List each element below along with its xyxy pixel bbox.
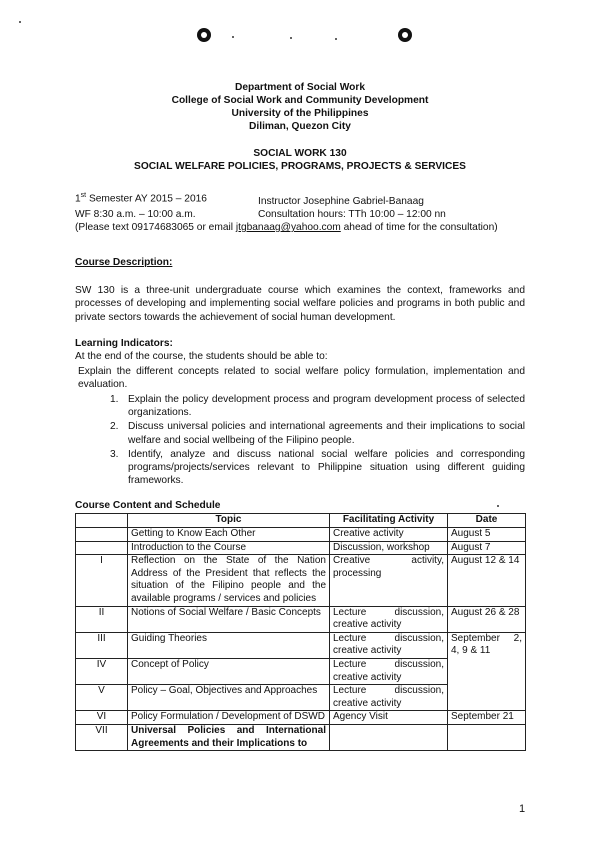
activity-cell: Creative activity [330,528,448,542]
topic-cell: Policy Formulation / Development of DSWD [128,711,330,725]
semester-rest: Semester AY 2015 – 2016 [86,193,207,205]
table-row [76,711,526,725]
scan-speck [497,505,499,507]
punch-hole-left [197,28,211,42]
instructor: Instructor Josephine Gabriel-Banaag [258,196,424,207]
table-row [76,541,526,555]
table-row [76,555,526,606]
college-name: College of Social Work and Community Development [171,95,429,106]
consultation-hours: Consultation hours: TTh 10:00 – 12:00 nn [258,209,446,220]
topic-number: IV [76,658,128,684]
list-text: Explain the policy development process and program development process of selected organizations. [128,394,525,419]
list-item [100,420,525,446]
scan-speck [335,38,337,40]
contact-after: ahead of time for the consultation) [340,222,498,233]
learning-list [100,393,525,488]
topic-cell: Policy – Goal, Objectives and Approaches [128,685,330,711]
table-row [76,724,526,750]
activity-cell: Lecture discussion, creative activity [330,685,448,711]
course-description-heading: Course Description: [75,257,173,268]
email-link[interactable]: jtgbanaag@yahoo.com [235,222,341,233]
list-number: 2. [110,421,119,433]
list-text: Identify, analyze and discuss national social welfare policies and corresponding programs/projects/services relevant to Philippine situation using different guiding frameworks. [128,448,525,487]
table-row [76,528,526,542]
activity-cell: Lecture discussion, creative activity [330,606,448,632]
class-schedule: WF 8:30 a.m. – 10:00 a.m. [75,209,196,220]
topic-number: V [76,685,128,711]
list-number: 1. [110,394,119,405]
scan-speck [290,37,292,39]
learning-first: Explain the different concepts related to social welfare policy formulation, implementation and evaluation. [78,366,525,391]
course-title: SOCIAL WELFARE POLICIES, PROGRAMS, PROJECTS & SERVICES [134,161,466,172]
list-text: Discuss universal policies and international agreements and their implications to social welfare and social wellbeing of the Filipino people. [128,421,525,446]
topic-cell: Concept of Policy [128,658,330,684]
topic-cell: Notions of Social Welfare / Basic Concepts [128,606,330,632]
department-name: Department of Social Work [234,82,365,93]
activity-cell: Agency Visit [330,711,448,725]
topic-cell: Guiding Theories [128,632,330,658]
column-header: Facilitating Activity [330,514,448,528]
topic-cell: Universal Policies and International Agreements and their Implications to [128,724,330,750]
activity-cell: Discussion, workshop [330,541,448,555]
date-cell: September 21 [448,711,526,725]
column-header: Topic [128,514,330,528]
schedule-table [75,513,526,751]
activity-cell: Lecture discussion, creative activity [330,658,448,684]
date-cell: August 12 & 14 [448,555,526,606]
topic-cell: Getting to Know Each Other [128,528,330,542]
table-row [76,606,526,632]
list-number: 3. [110,448,119,460]
activity-cell [330,724,448,750]
scan-speck [19,21,21,23]
topic-number: III [76,632,128,658]
list-item [100,393,525,419]
topic-number [76,528,128,542]
semester-prefix: 1 [75,193,81,205]
topic-number [76,541,128,555]
date-cell: September 2, 4, 9 & 11 [448,632,526,711]
activity-cell: Lecture discussion, creative activity [330,632,448,658]
learning-indicators-heading: Learning Indicators: [75,338,173,349]
activity-cell: Creative activity, processing [330,555,448,606]
scan-speck [232,36,234,38]
topic-number: I [76,555,128,606]
contact-before: (Please text 09174683065 or email [75,222,236,233]
punch-hole-right [398,28,412,42]
topic-number: VI [76,711,128,725]
contact-line [75,222,498,233]
course-code: SOCIAL WORK 130 [253,148,347,159]
table-header-row [76,514,526,528]
list-item [100,448,525,488]
topic-cell: Introduction to the Course [128,541,330,555]
university-name: University of the Philippines [231,108,369,119]
learning-intro: At the end of the course, the students should be able to: [75,351,328,362]
date-cell: August 26 & 28 [448,606,526,632]
topic-number: II [76,606,128,632]
date-cell: August 7 [448,541,526,555]
semester [75,192,207,204]
table-row [76,632,526,658]
topic-cell: Reflection on the State of the Nation Address of the President that reflects the situation of the Filipino people and the available programs / services and policies [128,555,330,606]
column-header [76,514,128,528]
date-cell [448,724,526,750]
semester-sup: st [80,192,87,199]
page-number: 1 [519,803,526,815]
column-header: Date [448,514,526,528]
date-cell: August 5 [448,528,526,542]
topic-number: VII [76,724,128,750]
course-description-text: SW 130 is a three-unit undergraduate course which examines the context, frameworks and processes of developing and implementing social welfare policies and programs in both public and private sectors towards the achievement of social human development. [75,285,525,323]
location: Diliman, Quezon City [249,121,351,132]
schedule-heading: Course Content and Schedule [75,500,221,511]
